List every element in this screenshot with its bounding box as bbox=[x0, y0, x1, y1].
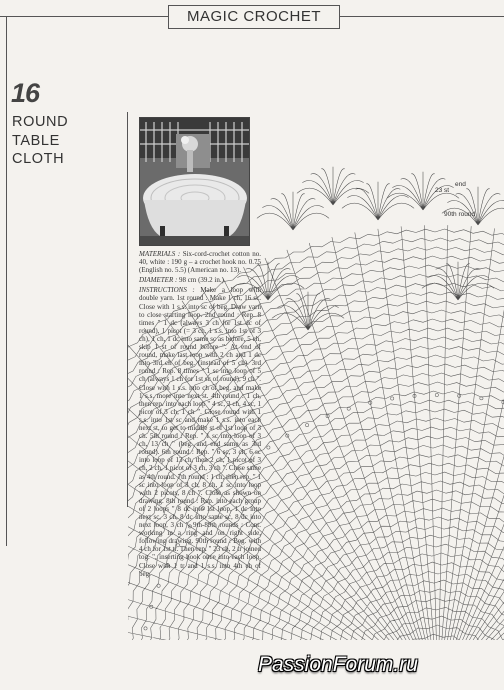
materials-label: MATERIALS : bbox=[139, 250, 181, 258]
round90-label: 90th round bbox=[444, 211, 476, 218]
materials-text: Six-cord-crochet cotton no. 40, white : 190 g – a crochet hook no. 0.75 (English no. 5.5) (American no. 13). bbox=[139, 250, 262, 275]
end-label: end bbox=[455, 181, 466, 188]
picot-mark bbox=[435, 393, 438, 396]
title-line: CLOTH bbox=[12, 151, 65, 167]
diameter-label: DIAMETER : bbox=[139, 276, 178, 285]
pattern-title bbox=[12, 113, 122, 169]
title-line: TABLE bbox=[12, 132, 60, 149]
instructions-label: INSTRUCTIONS : bbox=[139, 286, 195, 295]
diameter-text: 98 cm (39.2 in.). bbox=[179, 276, 226, 285]
title-line: ROUND bbox=[12, 114, 69, 130]
picot-mark bbox=[144, 627, 147, 630]
pineapple-motif bbox=[442, 187, 504, 225]
st23-label: 23 st bbox=[435, 187, 450, 194]
picot-mark bbox=[232, 474, 235, 477]
pineapple-motif bbox=[232, 262, 304, 300]
crochet-diagram bbox=[128, 150, 504, 640]
picot-mark bbox=[306, 424, 309, 427]
picot-mark bbox=[157, 584, 160, 587]
picot-mark bbox=[391, 397, 394, 400]
picot-mark bbox=[267, 446, 270, 449]
crochet-mesh bbox=[128, 167, 504, 640]
masthead: MAGIC CROCHET bbox=[168, 5, 340, 29]
mesh-lines bbox=[128, 225, 504, 640]
picot-mark bbox=[202, 507, 205, 510]
picot-mark bbox=[176, 544, 179, 547]
pineapple-motif bbox=[342, 182, 414, 220]
left-rule bbox=[6, 16, 7, 546]
pineapple-motif bbox=[422, 262, 494, 300]
pineapple-motif bbox=[297, 167, 369, 205]
instructions-body: Make a loop with double yarn. 1st round : Make 1 ch, 16 sc. Close with 1 s.s. into sc of beg. Draw yarn to close starting loop. 2nd round : Rep. 8 times " 1 dc (always 3 ch for 1st dc of round), 1 picot (= 3 ch, 1 s.s. into 1st of 3 ch), 1 ch, 1 dc into same sc as before, 5 ch, skip 1 st of round before ". At end of round, make last loop with 2 ch and 1 dc into 3rd ch of beg. (instead of 5 ch). 3rd round : Rep. 8 times " 1 sc into loop of 5 ch (always 1 ch for 1st sc of round), 9 ch ". Close with 1 s.s. into ch of beg. and make 1 s.s. more into next st. 4th round : 1 ch, then rep. into each loop " 4 sc, 3 ch, 4 sc, 1 picot of 3 ch, 1 ch ". Close round with 1 s.s. into 1st sc and make 1 s.s. into each next st, to get to middle st of 1st loop of 3 ch. 5th round : Rep. " 1 sc into loop of 3 ch, 13 ch " (beg. and end same as 3rd round). 6th round : Rep. " 6 sc, 3 ch, 6 sc into loop of 13 ch, then 2 ch, 1 picot of 3 ch, 2 ch, 1 picot of 3 ch, 3 ch ". Close same as 4th round. 7th round : 1 ch, then rep. " 1 sc into loop of 3 ch, 8 ch, 1 sc into loop with 2 picots, 8 ch ". Close as shown on drawing. 8th round : Rep. into each group of 2 loops " 8 dc into 1st loop, 1 dc into next sc, 3 ch, 8 dc into same sc, 8 dc into next loop, 3 ch ". 9th-89th rounds : Cont. working in a ring and on right side, following drawing. 90th round : Beg. with 4 ch for 1st tr. Then rep. " 23 ch, 2 tr joined tog. ", inserting hook once into each loop. Close with 1 tr and 1 s.s. into 4th ch of beg. bbox=[139, 286, 261, 578]
pattern-number: 16 bbox=[11, 78, 40, 108]
watermark: PassionForum.ru bbox=[258, 653, 418, 676]
pineapple-motif bbox=[272, 292, 344, 330]
pineapple-motif bbox=[257, 192, 329, 230]
